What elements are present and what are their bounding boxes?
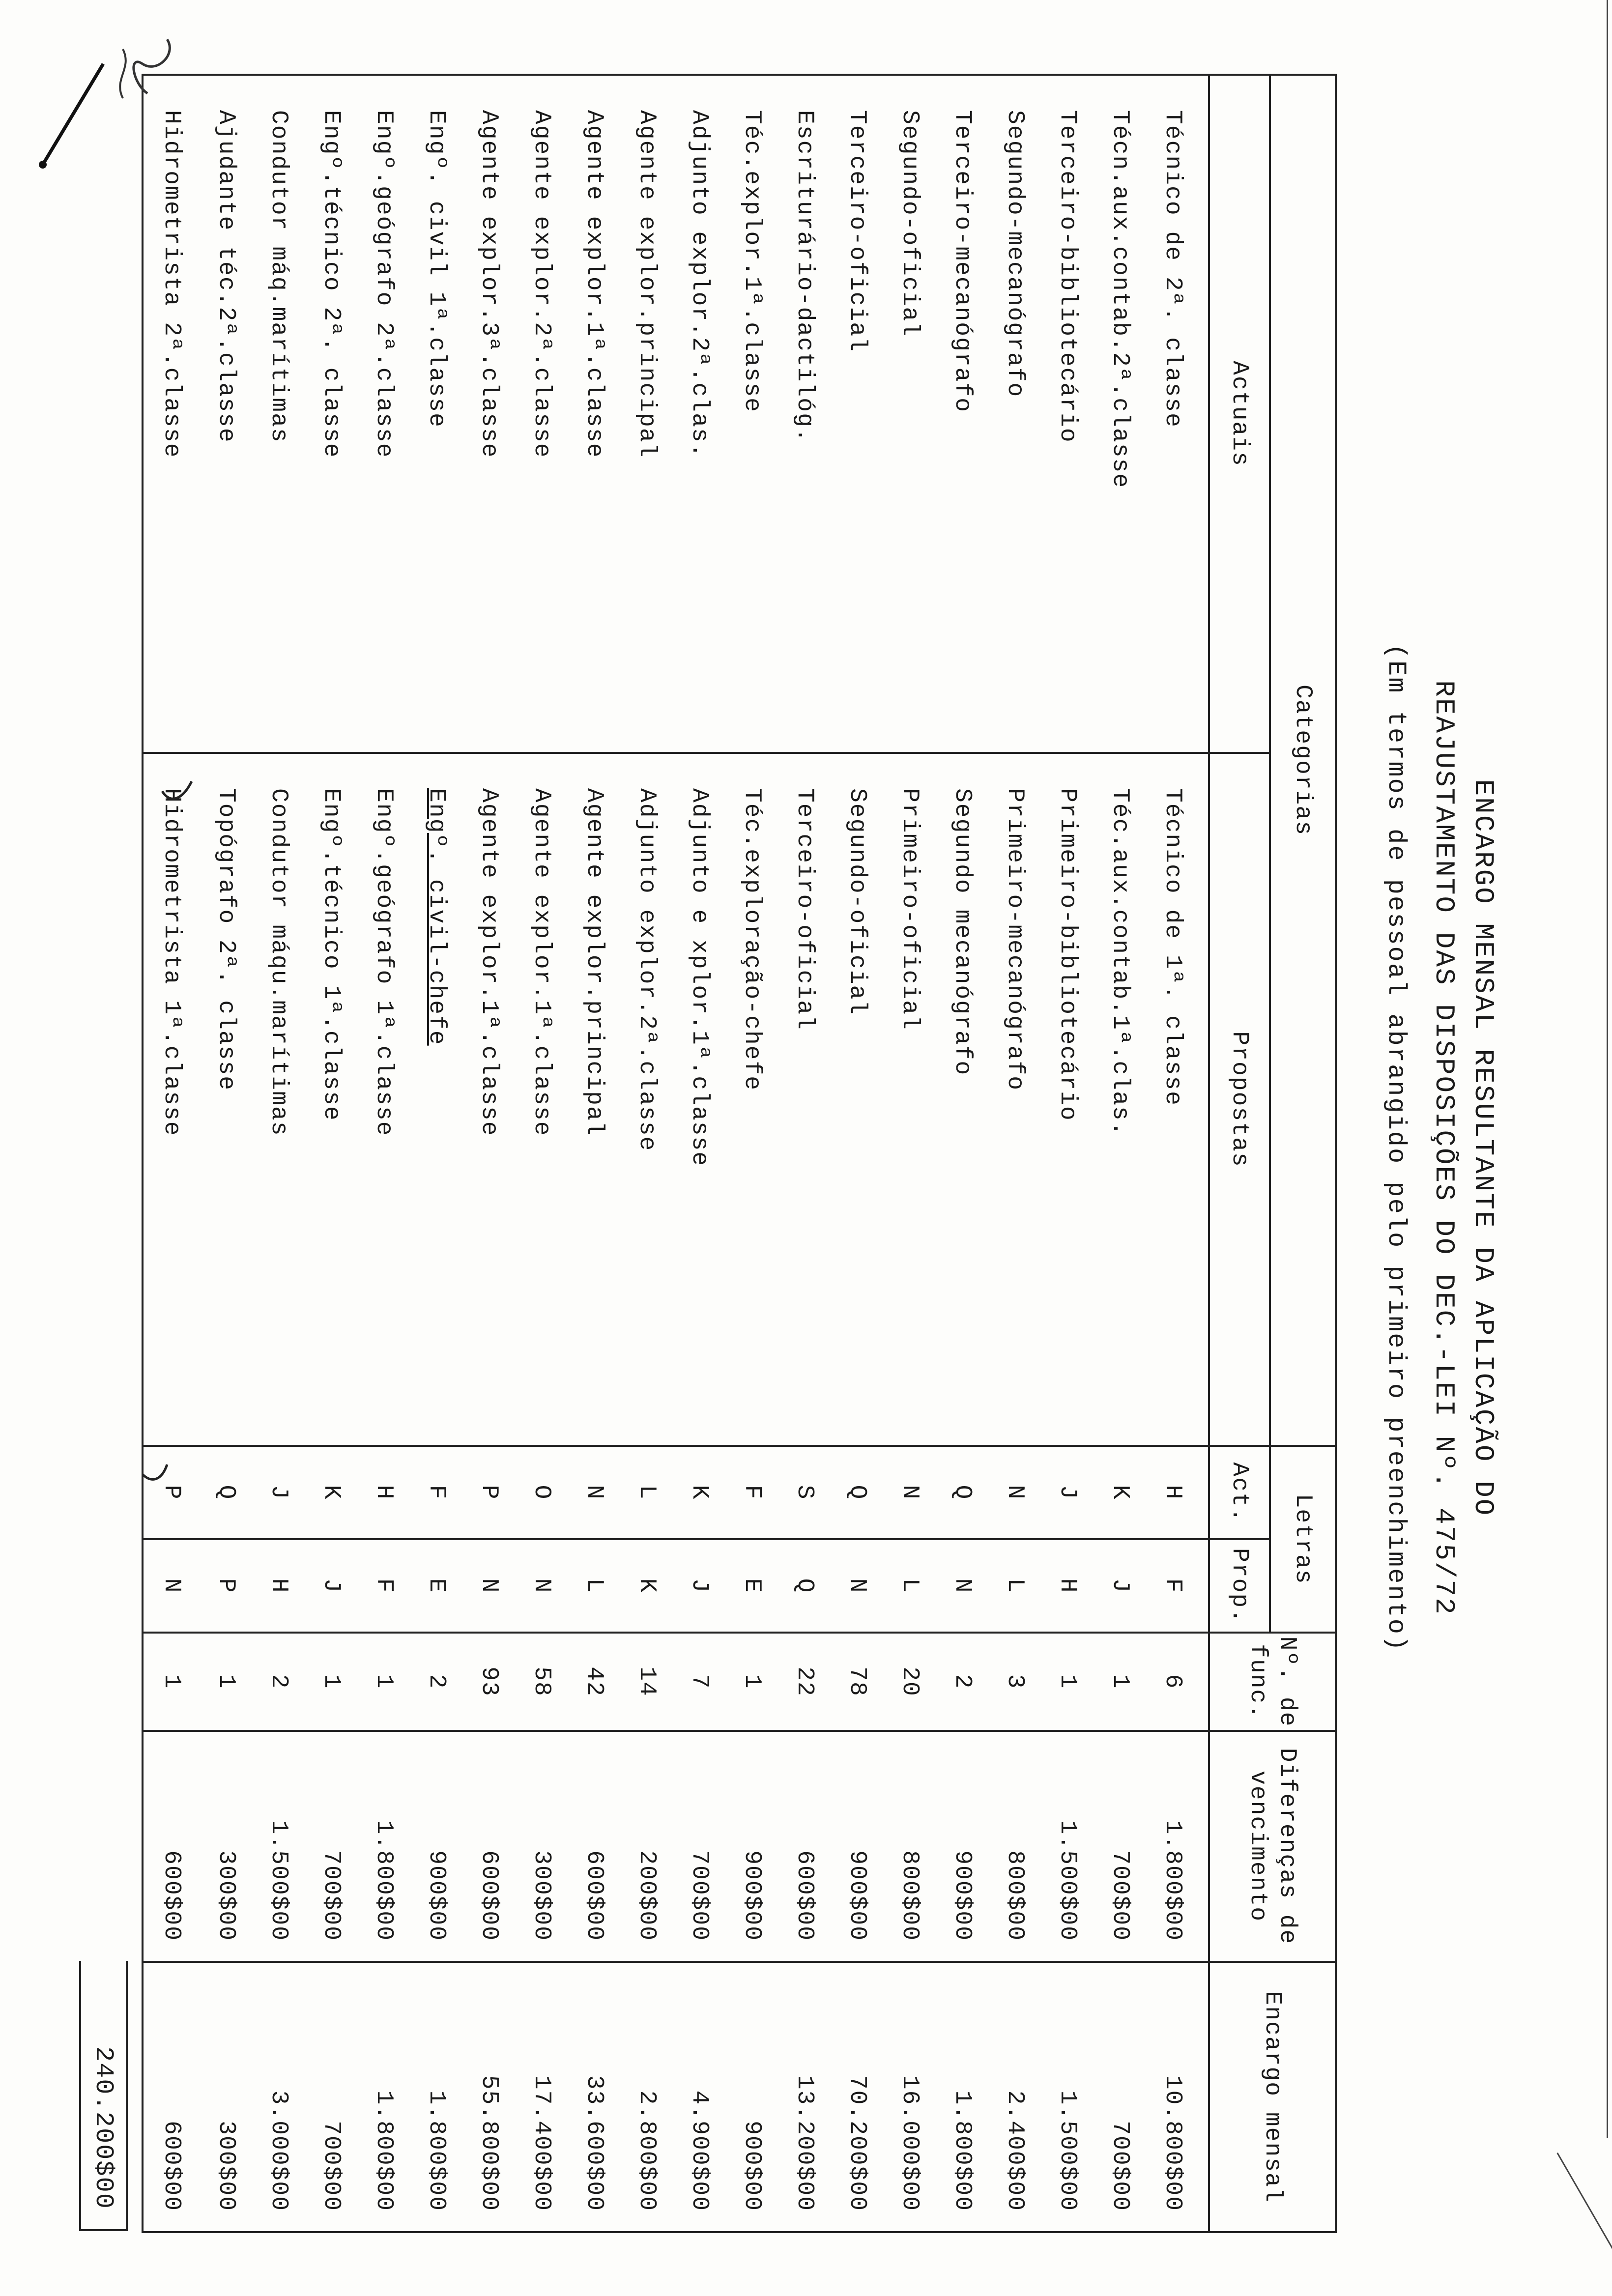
cell-encargo: 1.800$00: [358, 1962, 410, 2232]
cell-diferenca: 600$00: [568, 1731, 621, 1962]
cell-actual: Engº.técnico 2ª. classe: [305, 75, 358, 753]
cell-n-func: 42: [568, 1633, 621, 1731]
cell-proposta: Engº. civil-chefe: [410, 753, 463, 1446]
cell-letra-prop: E: [726, 1539, 778, 1633]
cell-actual: Segundo-oficial: [884, 75, 936, 753]
table-row: [673, 75, 726, 2232]
header-prop: Prop.: [1209, 1539, 1270, 1633]
cell-letra-prop: J: [1094, 1539, 1147, 1633]
cell-proposta: Primeiro-mecanógrafo: [989, 753, 1041, 1446]
cell-diferenca: 300$00: [516, 1731, 568, 1962]
cell-n-func: 1: [1041, 1633, 1094, 1731]
table-row: [884, 75, 936, 2232]
cell-n-func: 20: [884, 1633, 936, 1731]
cell-letra-prop: H: [1041, 1539, 1094, 1633]
header-actuais: Actuais: [1209, 75, 1270, 753]
cell-encargo: 1.800$00: [410, 1962, 463, 2232]
cell-diferenca: 600$00: [463, 1731, 516, 1962]
cell-letra-prop: N: [831, 1539, 884, 1633]
cell-diferenca: 1.800$00: [358, 1731, 410, 1962]
cell-encargo: 17.400$00: [516, 1962, 568, 2232]
table-row: [1094, 75, 1147, 2232]
cell-diferenca: 900$00: [410, 1731, 463, 1962]
cell-diferenca: 900$00: [936, 1731, 989, 1962]
table-row: [200, 75, 253, 2232]
encargo-table: [142, 74, 1337, 2233]
cell-proposta: Primeiro-oficial: [884, 753, 936, 1446]
cell-actual: Terceiro-mecanógrafo: [936, 75, 989, 753]
cell-proposta: Adjunto e xplor.1ª.classe: [673, 753, 726, 1446]
cell-n-func: 1: [143, 1633, 200, 1731]
cell-n-func: 58: [516, 1633, 568, 1731]
cell-letra-prop: F: [358, 1539, 410, 1633]
cell-encargo: 300$00: [200, 1962, 253, 2232]
cell-actual: Terceiro-oficial: [831, 75, 884, 753]
cell-encargo: 13.200$00: [778, 1962, 831, 2232]
cell-proposta: Adjunto explor.2ª.classe: [621, 753, 673, 1446]
cell-proposta: Agente explor.1ª.classe: [463, 753, 516, 1446]
cell-letra-prop: N: [463, 1539, 516, 1633]
table-row: [463, 75, 516, 2232]
table-row: [568, 75, 621, 2232]
cell-letra-prop: N: [143, 1539, 200, 1633]
table-row: [516, 75, 568, 2232]
cell-letra-act: H: [358, 1446, 410, 1539]
table-row: [936, 75, 989, 2232]
corner-rule: [1607, 0, 1608, 2138]
cell-encargo: 1.500$00: [1041, 1962, 1094, 2232]
cell-encargo: 2.800$00: [621, 1962, 673, 2232]
cell-proposta: Técnico de 1ª. classe: [1147, 753, 1209, 1446]
cell-letra-act: P: [463, 1446, 516, 1539]
cell-encargo: 70.200$00: [831, 1962, 884, 2232]
cell-proposta: Agente explor.1ª.classe: [516, 753, 568, 1446]
table-row: [1041, 75, 1094, 2232]
cell-diferenca: 700$00: [1094, 1731, 1147, 1962]
header-n-func: Nº. de func.: [1209, 1633, 1336, 1731]
cell-letra-act: Q: [936, 1446, 989, 1539]
cell-letra-act: P: [143, 1446, 200, 1539]
corner-rule: [1556, 2152, 1612, 2281]
cell-encargo: 700$00: [1094, 1962, 1147, 2232]
table-row: [305, 75, 358, 2232]
cell-proposta: Engº.técnico 1ª.classe: [305, 753, 358, 1446]
cell-letra-prop: F: [1147, 1539, 1209, 1633]
cell-letra-act: K: [1094, 1446, 1147, 1539]
cell-proposta: Téc.aux.contab.1ª.clas.: [1094, 753, 1147, 1446]
cell-n-func: 93: [463, 1633, 516, 1731]
cell-letra-act: J: [1041, 1446, 1094, 1539]
cell-actual: Técnico de 2ª. classe: [1147, 75, 1209, 753]
cell-n-func: 14: [621, 1633, 673, 1731]
table-row: [989, 75, 1041, 2232]
cell-letra-act: S: [778, 1446, 831, 1539]
pencil-mark: [157, 776, 197, 816]
cell-proposta: Engº.geógrafo 1ª.classe: [358, 753, 410, 1446]
cell-letra-act: H: [1147, 1446, 1209, 1539]
cell-encargo: 2.400$00: [989, 1962, 1041, 2232]
cell-letra-prop: H: [253, 1539, 305, 1633]
cell-encargo: 55.800$00: [463, 1962, 516, 2232]
cell-letra-prop: J: [673, 1539, 726, 1633]
cell-n-func: 7: [673, 1633, 726, 1731]
cell-letra-prop: N: [516, 1539, 568, 1633]
cell-letra-act: F: [410, 1446, 463, 1539]
cell-proposta: Téc.exploração-chefe: [726, 753, 778, 1446]
cell-diferenca: 1.500$00: [1041, 1731, 1094, 1962]
cell-diferenca: 900$00: [831, 1731, 884, 1962]
pencil-mark: [138, 1460, 177, 1499]
cell-diferenca: 700$00: [673, 1731, 726, 1962]
cell-actual: Escriturário-dactilóg.: [778, 75, 831, 753]
cell-actual: Ajudante téc.2ª.classe: [200, 75, 253, 753]
cell-letra-prop: L: [989, 1539, 1041, 1633]
cell-letra-act: F: [726, 1446, 778, 1539]
cell-proposta: Segundo-oficial: [831, 753, 884, 1446]
cell-letra-act: O: [516, 1446, 568, 1539]
cell-n-func: 78: [831, 1633, 884, 1731]
header-encargo: Encargo mensal: [1209, 1962, 1336, 2232]
cell-letra-act: Q: [831, 1446, 884, 1539]
cell-actual: Hidrometrista 2ª.classe: [143, 75, 200, 753]
cell-encargo: 700$00: [305, 1962, 358, 2232]
cell-letra-act: Q: [200, 1446, 253, 1539]
cell-proposta: Agente explor.principal: [568, 753, 621, 1446]
cell-actual: Terceiro-bibliotecário: [1041, 75, 1094, 753]
cell-letra-act: N: [884, 1446, 936, 1539]
header-act: Act.: [1209, 1446, 1270, 1539]
cell-letra-act: L: [621, 1446, 673, 1539]
cell-diferenca: 800$00: [884, 1731, 936, 1962]
cell-n-func: 1: [726, 1633, 778, 1731]
cell-n-func: 1: [305, 1633, 358, 1731]
cell-n-func: 2: [410, 1633, 463, 1731]
total-encargo: 240.200$00: [79, 1961, 128, 2231]
header-categorias: Categorias: [1270, 75, 1336, 1446]
cell-diferenca: 1.500$00: [253, 1731, 305, 1962]
cell-letra-prop: L: [884, 1539, 936, 1633]
cell-encargo: 33.600$00: [568, 1962, 621, 2232]
document-title: ENCARGO MENSAL RESULTANTE DA APLICAÇÃO DO: [1468, 779, 1499, 1517]
cell-diferenca: 300$00: [200, 1731, 253, 1962]
cell-diferenca: 900$00: [726, 1731, 778, 1962]
table-body: [143, 75, 1209, 2232]
cell-actual: Agente explor.principal: [621, 75, 673, 753]
header-letras: Letras: [1270, 1446, 1336, 1633]
cell-actual: Agente explor.2ª.classe: [516, 75, 568, 753]
header-propostas: Propostas: [1209, 753, 1270, 1446]
cell-diferenca: 800$00: [989, 1731, 1041, 1962]
cell-encargo: 900$00: [726, 1962, 778, 2232]
cell-letra-act: K: [673, 1446, 726, 1539]
cell-diferenca: 700$00: [305, 1731, 358, 1962]
table-row: [143, 75, 200, 2232]
cell-letra-prop: P: [200, 1539, 253, 1633]
cell-actual: Agente explor.3ª.classe: [463, 75, 516, 753]
cell-letra-act: N: [989, 1446, 1041, 1539]
cell-encargo: 4.900$00: [673, 1962, 726, 2232]
cell-proposta: Terceiro-oficial: [778, 753, 831, 1446]
cell-proposta: Primeiro-bibliotecário: [1041, 753, 1094, 1446]
cell-letra-prop: N: [936, 1539, 989, 1633]
table-row: [831, 75, 884, 2232]
cell-proposta: Condutor máqu.marítimas: [253, 753, 305, 1446]
cell-encargo: 1.800$00: [936, 1962, 989, 2232]
cell-letra-prop: L: [568, 1539, 621, 1633]
document-title-line2: REAJUSTAMENTO DAS DISPOSIÇÕES DO DEC.-LEI Nº. 475/72: [1428, 680, 1460, 1616]
cell-proposta: Hidrometrista 1ª.classe: [143, 753, 200, 1446]
cell-n-func: 2: [936, 1633, 989, 1731]
cell-letra-prop: E: [410, 1539, 463, 1633]
cell-letra-act: K: [305, 1446, 358, 1539]
cell-encargo: 16.000$00: [884, 1962, 936, 2232]
table-row: [778, 75, 831, 2232]
cell-proposta: Segundo mecanógrafo: [936, 753, 989, 1446]
cell-actual: Técn.aux.contab.2ª.classe: [1094, 75, 1147, 753]
cell-letra-prop: J: [305, 1539, 358, 1633]
cell-n-func: 6: [1147, 1633, 1209, 1731]
cell-actual: Segundo-mecanógrafo: [989, 75, 1041, 753]
cell-n-func: 22: [778, 1633, 831, 1731]
cell-n-func: 3: [989, 1633, 1041, 1731]
cell-diferenca: 200$00: [621, 1731, 673, 1962]
cell-encargo: 600$00: [143, 1962, 200, 2232]
cell-actual: Engº. civil 1ª.classe: [410, 75, 463, 753]
cell-letra-act: J: [253, 1446, 305, 1539]
table-row: [726, 75, 778, 2232]
cell-proposta: Topógrafo 2ª. classe: [200, 753, 253, 1446]
cell-n-func: 1: [358, 1633, 410, 1731]
cell-diferenca: 1.800$00: [1147, 1731, 1209, 1962]
cell-encargo: 3.000$00: [253, 1962, 305, 2232]
cell-letra-prop: K: [621, 1539, 673, 1633]
cell-n-func: 1: [200, 1633, 253, 1731]
document-subtitle: (Em termos de pessoal abrangido pelo primeiro preenchimento): [1382, 643, 1410, 1653]
cell-actual: Condutor máq.marítimas: [253, 75, 305, 753]
cell-letra-prop: Q: [778, 1539, 831, 1633]
table-row: [253, 75, 305, 2232]
cell-actual: Agente explor.1ª.classe: [568, 75, 621, 753]
table-row: [1147, 75, 1209, 2232]
cell-diferenca: 600$00: [778, 1731, 831, 1962]
cell-actual: Téc.explor.1ª.classe: [726, 75, 778, 753]
cell-n-func: 2: [253, 1633, 305, 1731]
cell-diferenca: 600$00: [143, 1731, 200, 1962]
header-diferencas: Diferenças de vencimento: [1209, 1731, 1336, 1962]
cell-actual: Engº.geógrafo 2ª.classe: [358, 75, 410, 753]
handwritten-initials: [29, 20, 187, 197]
table-row: [410, 75, 463, 2232]
cell-n-func: 1: [1094, 1633, 1147, 1731]
table-row: [621, 75, 673, 2232]
cell-actual: Adjunto explor.2ª.clas.: [673, 75, 726, 753]
cell-letra-act: N: [568, 1446, 621, 1539]
table-row: [358, 75, 410, 2232]
cell-encargo: 10.800$00: [1147, 1962, 1209, 2232]
